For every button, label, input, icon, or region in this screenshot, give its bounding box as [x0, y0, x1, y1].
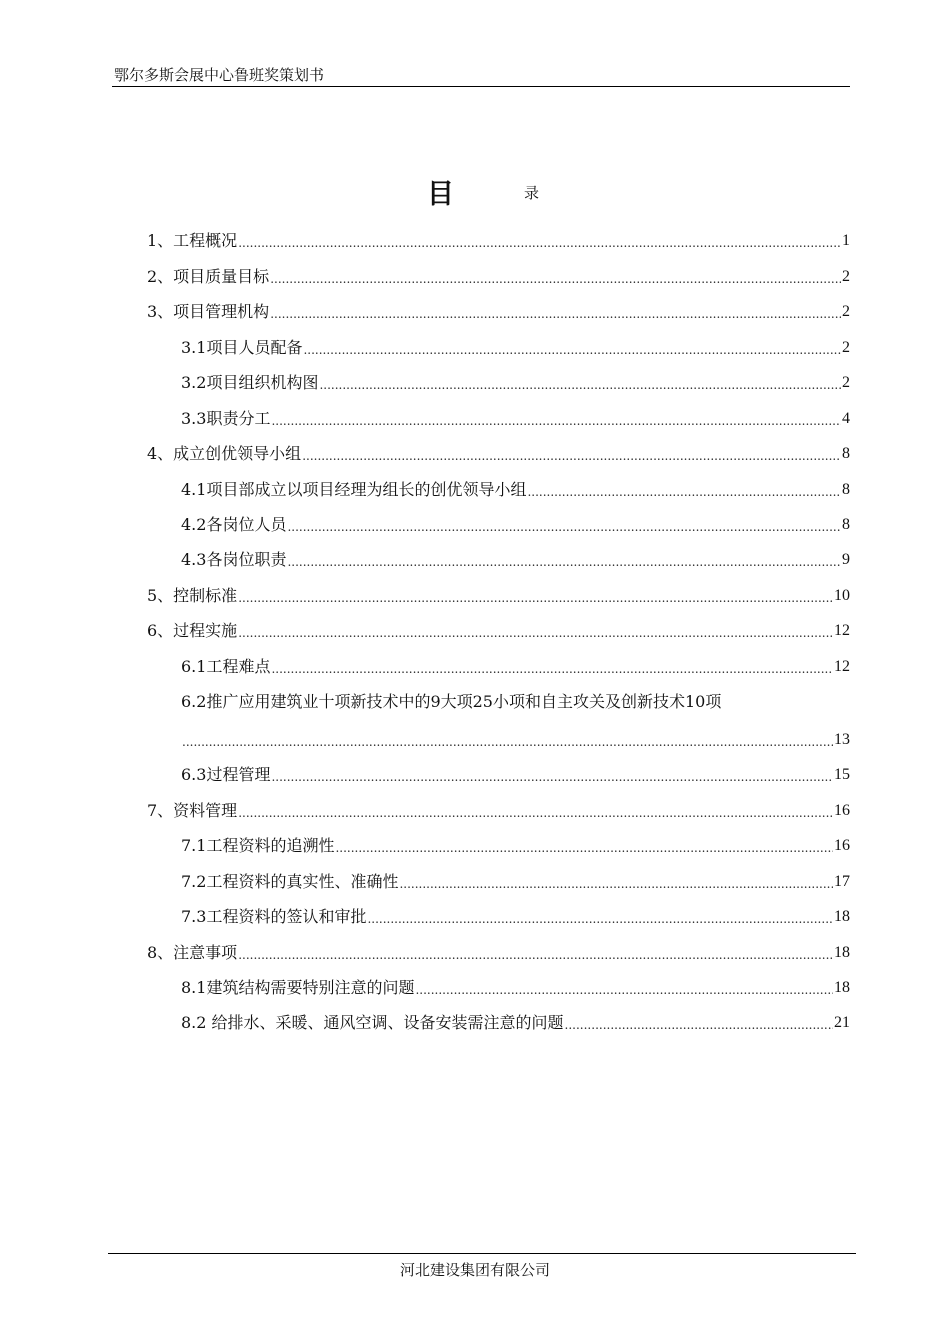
toc-entry-page: 9	[842, 551, 850, 568]
toc-entry-label: 6、过程实施	[147, 621, 238, 640]
toc-entry-label: 5、控制标准	[147, 586, 238, 605]
page-header	[112, 62, 850, 87]
toc-entry-page: 8	[842, 481, 850, 498]
toc-entry-label: 6.1工程难点	[181, 657, 271, 676]
toc-entry-page: 2	[842, 268, 850, 285]
footer-company: 河北建设集团有限公司	[399, 1261, 550, 1279]
toc-entry-page: 12	[834, 658, 850, 675]
toc-entry[interactable]	[181, 336, 850, 360]
toc-entry-page: 8	[842, 516, 850, 533]
toc-entry[interactable]	[147, 229, 850, 253]
toc-entry[interactable]	[181, 976, 850, 1000]
toc-entry[interactable]	[147, 265, 850, 289]
toc-entry-page: 18	[834, 944, 850, 961]
toc-entry-page: 8	[842, 445, 850, 462]
toc-entry-wrapped-continuation[interactable]	[181, 728, 850, 752]
toc-entry-label: 4、成立创优领导小组	[147, 444, 302, 463]
toc-entry-page: 2	[842, 339, 850, 356]
toc-entry[interactable]	[181, 655, 850, 679]
toc-entry-label: 7.2工程资料的真实性、准确性	[181, 872, 399, 891]
toc-entry-label: 6.2推广应用建筑业十项新技术中的9大项25小项和自主攻关及创新技术10项	[181, 692, 722, 711]
toc-entry-page: 16	[834, 802, 850, 819]
toc-entry[interactable]	[181, 763, 850, 787]
toc-entry[interactable]	[181, 478, 850, 502]
toc-entry-label: 3、项目管理机构	[147, 302, 270, 321]
toc-entry[interactable]	[181, 513, 850, 537]
toc-entry-label: 8.1建筑结构需要特别注意的问题	[181, 978, 415, 997]
header-title: 鄂尔多斯会展中心鲁班奖策划书	[114, 66, 325, 84]
toc-entry[interactable]	[181, 407, 850, 431]
toc-entry-wrapped-first-line[interactable]	[181, 690, 850, 714]
toc-entry-page: 10	[834, 587, 850, 604]
toc-entry-page: 15	[834, 766, 850, 783]
toc-entry[interactable]	[181, 548, 850, 572]
toc-entry-page: 17	[834, 873, 850, 890]
toc-entry-label: 7、资料管理	[147, 801, 238, 820]
toc-entry-label: 1、工程概况	[147, 231, 238, 250]
toc-entry-page: 13	[834, 731, 850, 748]
toc-title-main: 目	[427, 179, 454, 210]
toc-entry[interactable]	[147, 300, 850, 324]
toc-entry[interactable]	[147, 941, 850, 965]
toc-entry[interactable]	[181, 1011, 850, 1035]
toc-entry[interactable]	[181, 371, 850, 395]
toc-entry-page: 18	[834, 908, 850, 925]
toc-entry-label: 8、注意事项	[147, 943, 238, 962]
toc-entry-page: 12	[834, 622, 850, 639]
toc-entry-label: 4.3各岗位职责	[181, 550, 287, 569]
toc-entry-label: 3.3职责分工	[181, 409, 271, 428]
toc-entry[interactable]	[147, 619, 850, 643]
toc-entry[interactable]	[147, 799, 850, 823]
toc-entry[interactable]	[181, 834, 850, 858]
toc-title	[0, 172, 950, 212]
toc-entry-label: 7.1工程资料的追溯性	[181, 836, 335, 855]
toc-entry-label: 4.1项目部成立以项目经理为组长的创优领导小组	[181, 480, 527, 499]
toc-entry-page: 1	[842, 232, 850, 249]
toc-entry[interactable]	[181, 870, 850, 894]
footer-divider	[108, 1253, 856, 1254]
toc-entry-label: 3.1项目人员配备	[181, 338, 303, 357]
toc-title-sub: 录	[524, 184, 540, 202]
toc-entry-label: 6.3过程管理	[181, 765, 271, 784]
toc-entry-page: 21	[834, 1014, 850, 1031]
toc-entry[interactable]	[147, 442, 850, 466]
toc-entry[interactable]	[147, 584, 850, 608]
toc-entry-label: 4.2各岗位人员	[181, 515, 287, 534]
toc-entry[interactable]	[181, 905, 850, 929]
toc-entry-label: 2、项目质量目标	[147, 267, 270, 286]
toc-entry-label: 3.2项目组织机构图	[181, 373, 319, 392]
toc-entry-page: 2	[842, 303, 850, 320]
toc-entry-page: 2	[842, 374, 850, 391]
toc-entry-label: 7.3工程资料的签认和审批	[181, 907, 367, 926]
toc-entry-label: 8.2 给排水、采暖、通风空调、设备安装需注意的问题	[181, 1013, 564, 1032]
toc-entry-page: 16	[834, 837, 850, 854]
toc-entry-page: 18	[834, 979, 850, 996]
toc-entry-page: 4	[842, 410, 850, 427]
